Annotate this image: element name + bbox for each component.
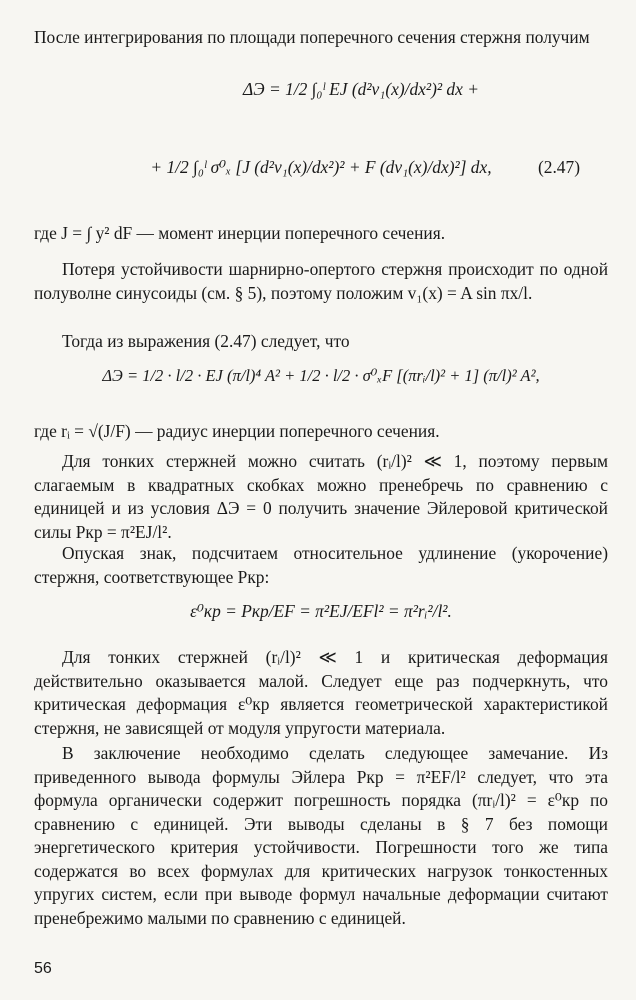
- equation-delta-energy: ΔЭ = 1/2 · l/2 · EJ (π/l)⁴ A² + 1/2 · l/2 · σ⁰ₓF [(πrᵢ/l)² + 1] (π/l)² A²,: [102, 366, 540, 385]
- paragraph-conclusion: [34, 742, 608, 930]
- page-number: 56: [34, 960, 52, 977]
- then-text: Тогда из выражения (2.47) следует, что: [62, 331, 350, 351]
- equation-number: (2.47): [537, 157, 580, 177]
- equation-2-47-line1: ΔЭ = 1/2 ∫₀ˡ EJ (d²v₁(x)/dx²)² dx +: [243, 79, 479, 99]
- radius-text: где rᵢ = √(J/F) — радиус инерции поперечного сечения.: [34, 421, 440, 441]
- paragraph-moment-of-inertia: [34, 222, 608, 246]
- equation-critical-strain: ε⁰кр = Pкр/EF = π²EJ/EFl² = π²rᵢ²/l².: [190, 601, 452, 621]
- paragraph-strain-intro: [34, 542, 608, 589]
- paragraph-then: [34, 330, 608, 354]
- paragraph-radius: [34, 420, 608, 444]
- moment-text: где J = ∫ y² dF — момент инерции поперечного сечения.: [34, 223, 446, 243]
- paragraph-intro: [34, 26, 608, 50]
- equation-2-47-line2: [34, 156, 608, 180]
- strain-intro-text: Опуская знак, подсчитаем относительное удлинение (укорочение) стержня, соответствующее Pкр:: [34, 543, 608, 587]
- equation-2-47-line2-body: + 1/2 ∫₀ˡ σ⁰ₓ [J (d²v₁(x)/dx²)² + F (dv₁(x)/dx)²] dx,: [150, 157, 492, 177]
- stability-text: Потеря устойчивости шарнирно-опертого стержня происходит по одной полуволне синусоиды (см. § 5), поэтому положим v₁(x) = A sin πx/l.: [34, 259, 608, 303]
- conclusion-text: В заключение необходимо сделать следующее замечание. Из приведенного вывода формулы Эйлера Pкр = π²EF/l² следует, что эта формула органически содержит погрешность порядка (πrᵢ/l)² = ε⁰кр по сравнению с единицей. Эти выводы сделаны в § 7 без помощи энергетического критерия устойчивости. Погрешности того же типа содержатся во всех формулах для критических нагрузок тонкостенных упругих систем, если при выводе формул начальные деформации считают пренебрежимо малыми по сравнению с единицей.: [34, 743, 608, 928]
- critical-deformation-text: Для тонких стержней (rᵢ/l)² ≪ 1 и критическая деформация действительно оказывается малой. Следует еще раз подчеркнуть, что критическая деформация ε⁰кр является геометрической характеристикой стержня, не зависящей от модуля упругости материала.: [34, 647, 608, 738]
- paragraph-thin-rods: [34, 450, 608, 544]
- paragraph-critical-deformation: [34, 646, 608, 740]
- thin-rods-text: Для тонких стержней можно считать (rᵢ/l)² ≪ 1, поэтому первым слагаемым в квадратных скобках можно пренебречь по сравнению с единицей и из условия ΔЭ = 0 получить значение Эйлеровой критической силы Pкр = π²EJ/l².: [34, 451, 608, 542]
- paragraph-stability-loss: [34, 258, 608, 305]
- intro-text: После интегрирования по площади поперечного сечения стержня получим: [34, 27, 590, 47]
